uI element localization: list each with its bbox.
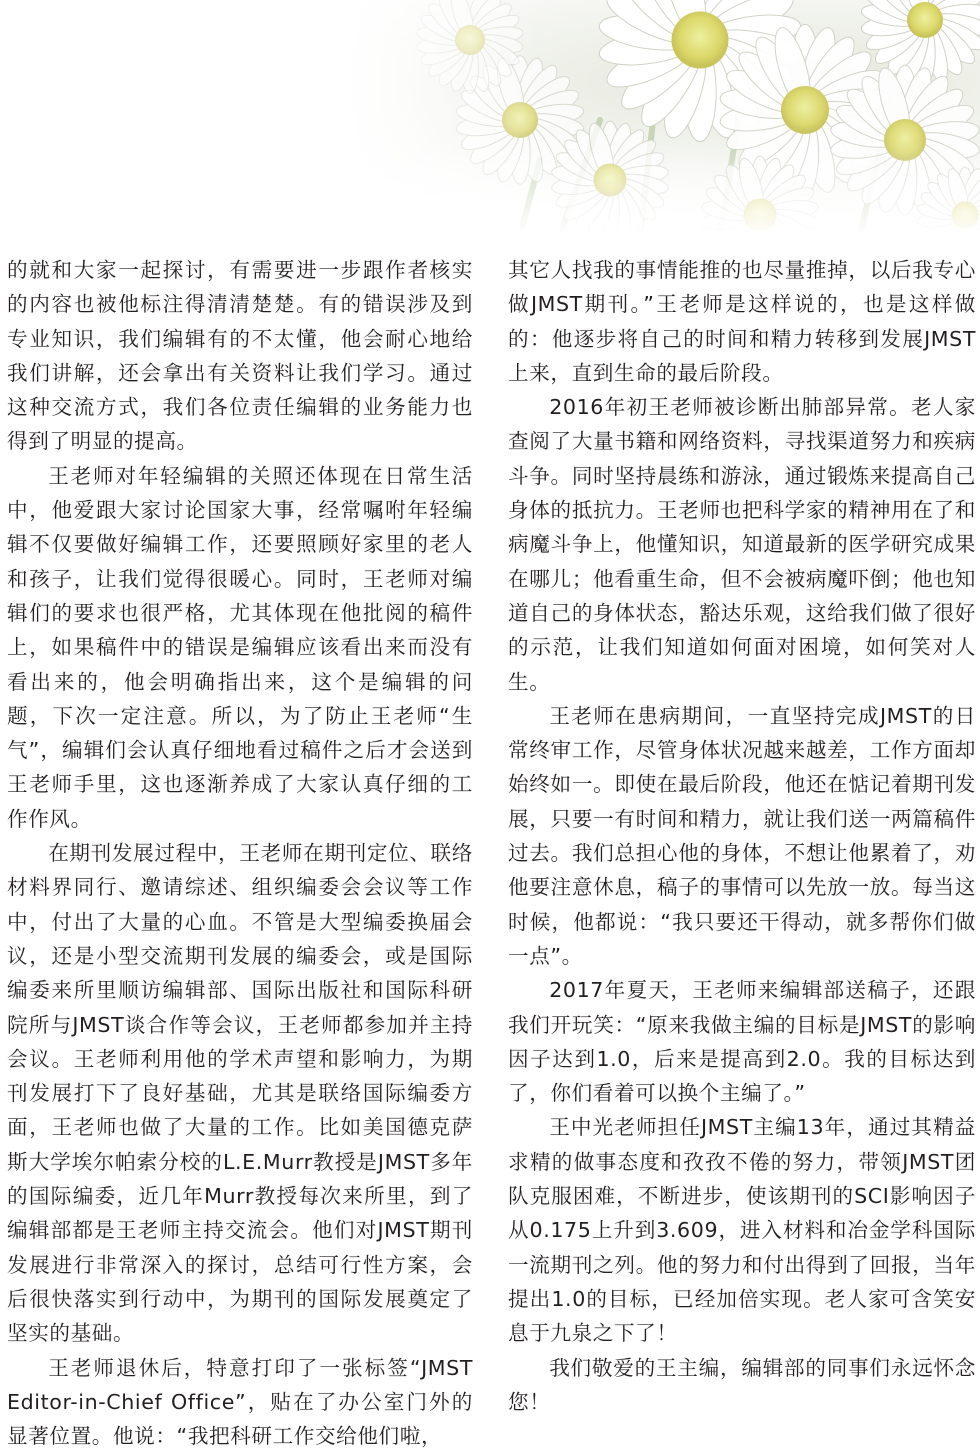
paragraph: 王老师退休后，特意打印了一张标签“JMST Editor-in-Chief Office”，贴在了办公室门外的显著位置。他说：“我把科研工作交给他们啦， — [7, 1351, 473, 1453]
chrysanthemum-image — [0, 0, 980, 235]
paragraph: 2017年夏天，王老师来编辑部送稿子，还跟我们开玩笑：“原来我做主编的目标是JMST的影响因子达到1.0，后来是提高到2.0。我的目标达到了，你们看着可以换个主编了。” — [508, 973, 976, 1110]
left-text-column — [7, 253, 473, 1453]
paragraph: 王中光老师担任JMST主编13年，通过其精益求精的做事态度和孜孜不倦的努力，带领JMST团队克服困难，不断进步，使该期刊的SCI影响因子从0.175上升到3.609，进入材料和冶金学科国际一流期刊之列。他的努力和付出得到了回报，当年提出1.0的目标，已经加倍实现。老人家可含笑安息于九泉之下了！ — [508, 1110, 976, 1350]
paragraph: 王老师对年轻编辑的关照还体现在日常生活中，他爱跟大家讨论国家大事，经常嘱咐年轻编辑不仅要做好编辑工作，还要照顾好家里的老人和孩子，让我们觉得很暖心。同时，王老师对编辑们的要求也很严格，尤其体现在他批阅的稿件上，如果稿件中的错误是编辑应该看出来而没有看出来的，他会明确指出来，这个是编辑的问题，下次一定注意。所以，为了防止王老师“生气”，编辑们会认真仔细地看过稿件之后才会送到王老师手里，这也逐渐养成了大家认真仔细的工作作风。 — [7, 459, 473, 836]
paragraph: 的就和大家一起探讨，有需要进一步跟作者核实的内容也被他标注得清清楚楚。有的错误涉及到专业知识，我们编辑有的不太懂，他会耐心地给我们讲解，还会拿出有关资料让我们学习。通过这种交流方式，我们各位责任编辑的业务能力也得到了明显的提高。 — [7, 253, 473, 459]
paragraph: 在期刊发展过程中，王老师在期刊定位、联络材料界同行、邀请综述、组织编委会会议等工作中，付出了大量的心血。不管是大型编委换届会议，还是小型交流期刊发展的编委会，或是国际编委来所里顺访编辑部、国际出版社和国际科研院所与JMST谈合作等会议，王老师都参加并主持会议。王老师利用他的学术声望和影响力，为期刊发展打下了良好基础，尤其是联络国际编委方面，王老师也做了大量的工作。比如美国德克萨斯大学埃尔帕索分校的L.E.Murr教授是JMST多年的国际编委，近几年Murr教授每次来所里，到了编辑部都是王老师主持交流会。他们对JMST期刊发展进行非常深入的探讨，总结可行性方案，会后很快落实到行动中，为期刊的国际发展奠定了坚实的基础。 — [7, 836, 473, 1350]
paragraph: 王老师在患病期间，一直坚持完成JMST的日常终审工作，尽管身体状况越来越差，工作方面却始终如一。即使在最后阶段，他还在惦记着期刊发展，只要一有时间和精力，就让我们送一两篇稿件过去。我们总担心他的身体，不想让他累着了，劝他要注意休息，稿子的事情可以先放一放。每当这时候，他都说：“我只要还干得动，就多帮你们做一点”。 — [508, 699, 976, 973]
right-text-column — [508, 253, 976, 1419]
paragraph: 2016年初王老师被诊断出肺部异常。老人家查阅了大量书籍和网络资料，寻找渠道努力和疾病斗争。同时坚持晨练和游泳，通过锻炼来提高自己身体的抵抗力。王老师也把科学家的精神用在了和病魔斗争上，他懂知识，知道最新的医学研究成果在哪儿；他看重生命，但不会被病魔吓倒；他也知道自己的身体状态，豁达乐观，这给我们做了很好的示范，让我们知道如何面对困境，如何笑对人生。 — [508, 390, 976, 699]
header-flower-banner — [0, 0, 980, 235]
paragraph: 我们敬爱的王主编，编辑部的同事们永远怀念您！ — [508, 1351, 976, 1420]
paragraph: 其它人找我的事情能推的也尽量推掉，以后我专心做JMST期刊。”王老师是这样说的，也是这样做的：他逐步将自己的时间和精力转移到发展JMST上来，直到生命的最后阶段。 — [508, 253, 976, 390]
